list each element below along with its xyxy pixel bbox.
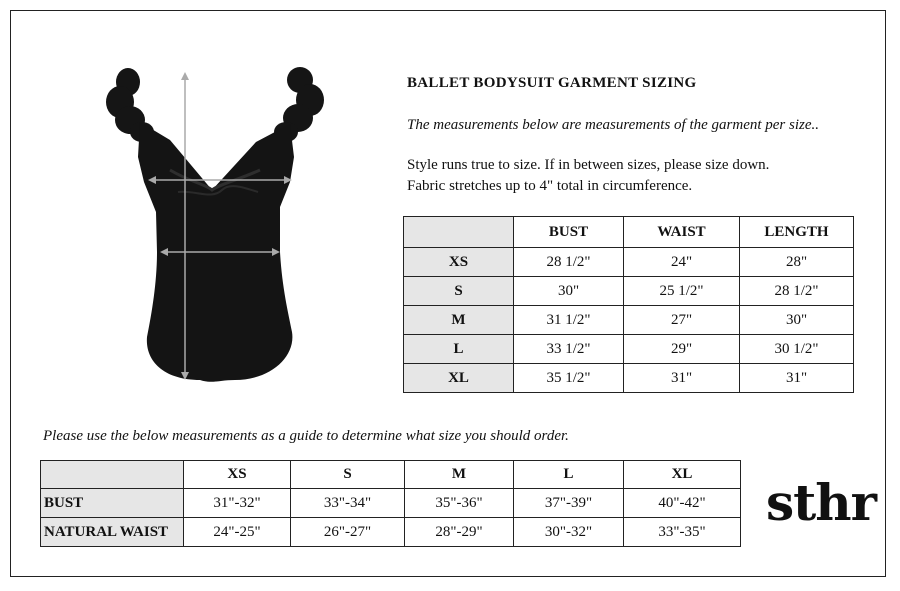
table-cell: 31"-32" — [184, 489, 291, 518]
column-header: WAIST — [624, 217, 740, 248]
column-header: XS — [184, 461, 291, 489]
table-cell: 37"-39" — [514, 489, 624, 518]
guide-text: Please use the below measurements as a guide to determine what size you should order. — [43, 428, 569, 444]
bust-value: 31 1/2" — [514, 306, 624, 335]
table-cell: 30"-32" — [514, 518, 624, 547]
length-value: 31" — [740, 364, 854, 393]
size-label: L — [404, 335, 514, 364]
table-cell: 33"-35" — [624, 518, 741, 547]
table-row — [41, 489, 741, 518]
table-row — [404, 335, 854, 364]
table-cell: 26"-27" — [291, 518, 405, 547]
bust-value: 35 1/2" — [514, 364, 624, 393]
table-row — [404, 248, 854, 277]
page-title: BALLET BODYSUIT GARMENT SIZING — [407, 75, 697, 91]
bodysuit-illustration-icon — [100, 62, 330, 392]
row-label: BUST — [41, 489, 184, 518]
stretch-note: Fabric stretches up to 4" total in circumference. — [407, 178, 693, 194]
size-label: XL — [404, 364, 514, 393]
waist-value: 27" — [624, 306, 740, 335]
table-cell: 24"-25" — [184, 518, 291, 547]
column-header: BUST — [514, 217, 624, 248]
bust-value: 28 1/2" — [514, 248, 624, 277]
garment-size-table — [403, 216, 854, 393]
column-header: XL — [624, 461, 741, 489]
table-row — [404, 364, 854, 393]
column-header: M — [405, 461, 514, 489]
waist-value: 25 1/2" — [624, 277, 740, 306]
row-label: NATURAL WAIST — [41, 518, 184, 547]
corner-cell — [41, 461, 184, 489]
table-row — [404, 306, 854, 335]
column-header: LENGTH — [740, 217, 854, 248]
length-value: 28 1/2" — [740, 277, 854, 306]
table-cell: 40"-42" — [624, 489, 741, 518]
garment-subtitle: The measurements below are measurements of the garment per size.. — [407, 117, 820, 133]
table-header-row — [404, 217, 854, 248]
table-row — [41, 518, 741, 547]
column-header: S — [291, 461, 405, 489]
table-cell: 35"-36" — [405, 489, 514, 518]
length-value: 30" — [740, 306, 854, 335]
body-size-table — [40, 460, 741, 547]
table-cell: 33"-34" — [291, 489, 405, 518]
size-label: XS — [404, 248, 514, 277]
bust-value: 30" — [514, 277, 624, 306]
length-value: 28" — [740, 248, 854, 277]
table-header-row — [41, 461, 741, 489]
length-value: 30 1/2" — [740, 335, 854, 364]
brand-logo: sthr — [766, 473, 876, 532]
table-row — [404, 277, 854, 306]
size-label: M — [404, 306, 514, 335]
fit-note: Style runs true to size. If in between sizes, please size down. — [407, 157, 770, 173]
waist-value: 24" — [624, 248, 740, 277]
column-header: L — [514, 461, 624, 489]
bust-value: 33 1/2" — [514, 335, 624, 364]
waist-value: 29" — [624, 335, 740, 364]
waist-value: 31" — [624, 364, 740, 393]
table-cell: 28"-29" — [405, 518, 514, 547]
size-label: S — [404, 277, 514, 306]
corner-cell — [404, 217, 514, 248]
